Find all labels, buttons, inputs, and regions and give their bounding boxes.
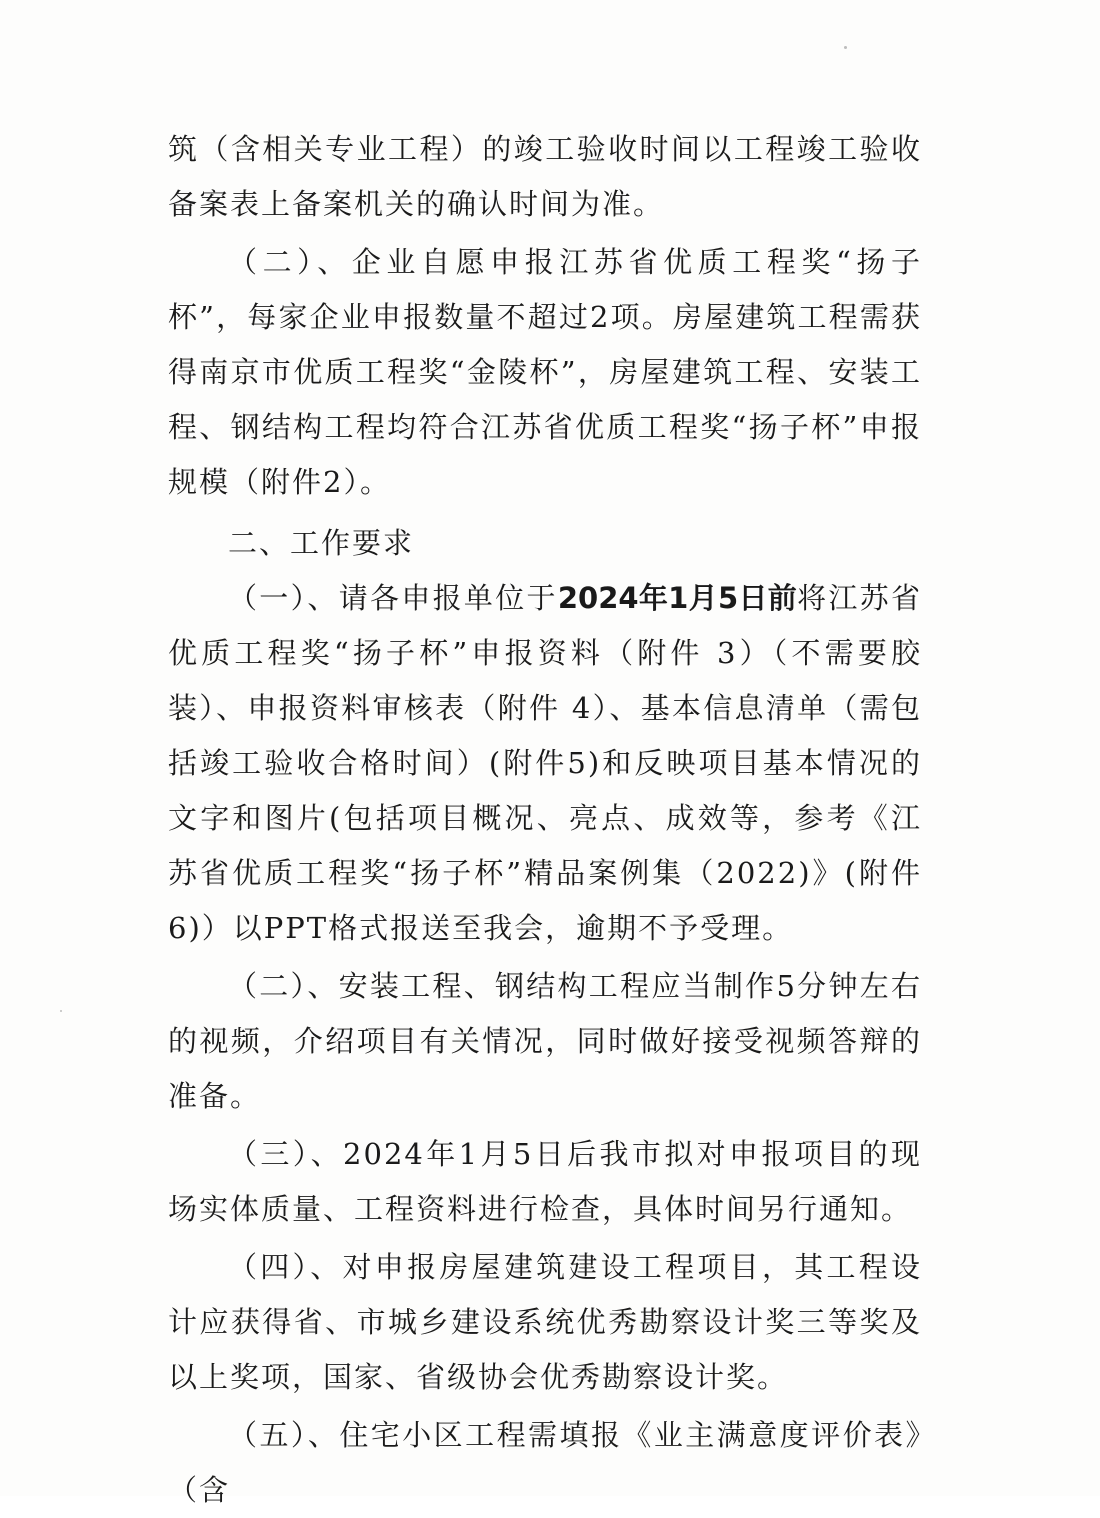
paragraph-completion-time: 筑（含相关专业工程）的竣工验收时间以工程竣工验收备案表上备案机关的确认时间为准。	[168, 132, 922, 221]
paragraph-design-award-requirement: （四）、对申报房屋建筑建设工程项目，其工程设计应获得省、市城乡建设系统优秀勘察设计奖三等奖及以上奖项，国家、省级协会优秀勘察设计奖。	[168, 1250, 922, 1394]
document-body	[168, 122, 922, 1518]
paragraph-video-requirement: （二）、安装工程、钢结构工程应当制作5分钟左右的视频，介绍项目有关情况，同时做好接受视频答辩的准备。	[168, 969, 922, 1113]
paragraph-submission-requirements	[168, 571, 922, 956]
scan-speck	[60, 1010, 62, 1012]
submission-details: 将江苏省优质工程奖“扬子杯”申报资料（附件 3）（不需要胶装）、申报资料审核表（附件 4）、基本信息清单（需包括竣工验收合格时间）(附件5)和反映项目基本情况的文字和图片(包括项目概况、亮点、成效等，参考《江苏省优质工程奖“扬子杯”精品案例集（2022)》(附件6)）以PPT格式报送至我会，逾期不予受理。	[168, 581, 922, 945]
scan-speck	[844, 46, 847, 49]
submission-deadline: 2024年1月5日前	[557, 581, 798, 615]
submission-prefix: （一）、请各申报单位于	[228, 581, 558, 615]
paragraph-site-inspection: （三）、2024年1月5日后我市拟对申报项目的现场实体质量、工程资料进行检查，具体时间另行通知。	[168, 1137, 922, 1226]
paragraph-application-limit: （二）、企业自愿申报江苏省优质工程奖“扬子杯”，每家企业申报数量不超过2项。房屋建筑工程需获得南京市优质工程奖“金陵杯”，房屋建筑工程、安装工程、钢结构工程均符合江苏省优质工程奖“扬子杯”申报规模（附件2）。	[168, 245, 922, 499]
section-heading-work-requirements: 二、工作要求	[228, 526, 415, 560]
paragraph-owner-satisfaction: （五）、住宅小区工程需填报《业主满意度评价表》（含	[168, 1418, 922, 1507]
